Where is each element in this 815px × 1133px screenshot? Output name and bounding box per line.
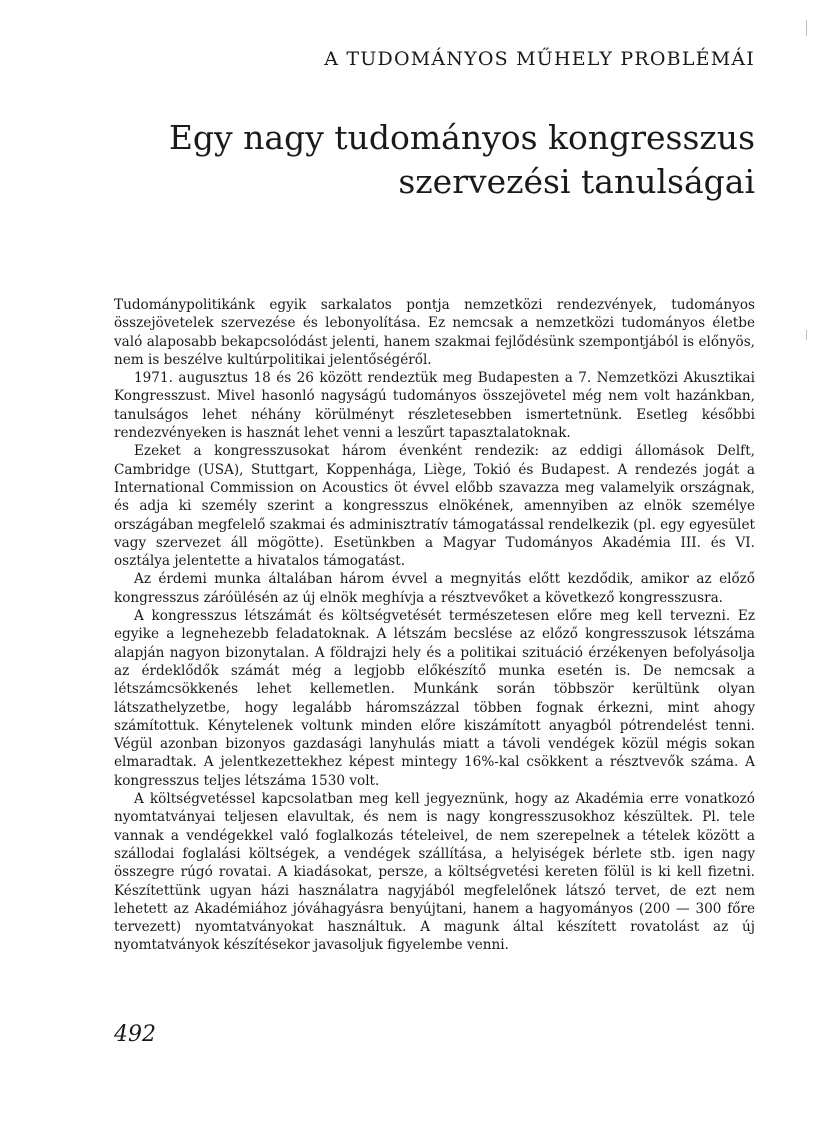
title-line-2: szervezési tanulságai bbox=[398, 162, 755, 201]
article-title bbox=[169, 116, 755, 204]
paragraph: Az érdemi munka általában három évvel a megnyitás előtt kezdődik, amikor az előző kongresszus záróülésén az új elnök meghívja a résztvevőket a következő kongresszusra. bbox=[114, 571, 755, 606]
paragraph: 1971. augusztus 18 és 26 között rendeztük meg Budapesten a 7. Nemzetközi Akusztikai Kongresszust. Mivel hasonló nagyságú tudományos összejövetel még nem volt hazánkban, tanulságos lehet néhány körülményt részletesebben ismertetnünk. Esetleg későbbi rendezvényeken is hasznát lehet venni a leszűrt tapasztalatoknak. bbox=[114, 370, 755, 442]
margin-mark bbox=[806, 20, 807, 36]
paragraph: Ezeket a kongresszusokat három évenként rendezik: az eddigi állomások Delft, Cambridge (USA), Stuttgart, Koppenhága, Liège, Tokió és Budapest. A rendezés jogát a International Commission on Acoustics öt évvel előbb szavazza meg valamelyik országnak, és adja ki személy szerint a kongresszus elnökének, amennyiben az elnök személye országában megfelelő szakmai és adminisztratív támogatással rendelkezik (pl. egy egyesület vagy szervezet áll mögötte). Esetünkben a Magyar Tudományos Akadémia III. és VI. osztálya jelentette a hivatalos támogatást. bbox=[114, 443, 755, 570]
running-head: A TUDOMÁNYOS MŰHELY PROBLÉMÁI bbox=[324, 48, 755, 70]
margin-mark bbox=[806, 330, 807, 340]
paragraph: A költségvetéssel kapcsolatban meg kell jegyeznünk, hogy az Akadémia erre vonatkozó nyomtatványai teljesen elavultak, és nem is nagy kongresszusokhoz készültek. Pl. tele vannak a vendégekkel való foglalkozás tételeivel, de nem szerepelnek a tételek között a szállodai foglalási költségek, a vendégek szállítása, a helyiségek bérlete stb. igen nagy összegre rúgó rovatai. A kiadásokat, persze, a költségvetési kereten fölül is ki kell fizetni. Készítettünk ugyan házi használatra nagyjából megfelelőnek látszó tervet, de ezt nem lehetett az Akadémiához jóváhagyásra benyújtani, hanem a hagyományos (200 — 300 főre tervezett) nyomtatványokat használtuk. A magunk által készített rovatolást az új nyomtatványok készítésekor javasoljuk figyelembe venni. bbox=[114, 791, 755, 954]
paragraph: Tudománypolitikánk egyik sarkalatos pontja nemzetközi rendezvények, tudományos összejövetelek szervezése és lebonyolítása. Ez nemcsak a nemzetközi tudományos életbe való alaposabb bekapcsolódást jelenti, hanem szakmai fejlődésünk szempontjából is előnyös, nem is beszélve kultúrpolitikai jelentőségéről. bbox=[114, 297, 755, 368]
paragraph: A kongresszus létszámát és költségvetését természetesen előre meg kell tervezni. Ez egyike a legnehezebb feladatoknak. A létszám becslése az előző kongresszusok létszáma alapján nagyon bizonytalan. A földrajzi hely és a politikai szituáció érzékenyen befolyásolja az érdeklődők számát még a legjobb előkészítő munka esetén is. De nemcsak a létszámcsökkenés lehet kellemetlen. Munkánk során többször kerültünk olyan látszathelyzetbe, hogy legalább háromszázzal többen fognak érkezni, mint ahogy számítottuk. Kénytelenek voltunk minden előre kiszámított anyagból pótrendelést tenni. Végül azonban bizonyos gazdasági lanyhulás miatt a távoli vendégek közül mégis sokan elmaradtak. A jelentkezettekhez képest mintegy 16%-kal csökkent a résztvevők száma. A kongresszus teljes létszáma 1530 volt. bbox=[114, 608, 755, 789]
page-number: 492 bbox=[114, 1022, 156, 1047]
title-line-1: Egy nagy tudományos kongresszus bbox=[168, 118, 755, 157]
article-body bbox=[114, 296, 755, 955]
